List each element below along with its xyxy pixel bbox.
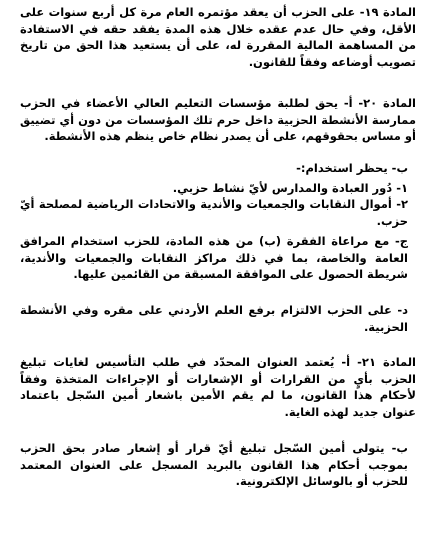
article-20-clause-b-item-1: ١- دُور العبادة والمدارس لأيّ نشاط حزبي. [172,181,408,195]
article-20-clause-d: د- على الحزب الالتزام برفع العلم الأردني على مقره وفي الأنشطة الحزبية. [20,303,408,334]
article-20-clause-a: المادة ٢٠- أ- يحق لطلبة مؤسسات التعليم العالي الأعضاء في الحزب ممارسة الأنشطة الحزبية داخل حرم تلك المؤسسات من دون أي تضييق أو مساس بحقوقهم، على أن يصدر نظام خاص ينظم هذه الأنشطة. [20,96,417,143]
article-20-clause-b-item-2: ٢- أموال النقابات والجمعيات والأندية والاتحادات الرياضية لمصلحة أيّ حزب. [20,197,408,228]
article-21-clause-a: المادة ٢١- أ- يُعتمد العنوان المحدّد في طلب التأسيس لغايات تبليغ الحزب بأيٍ من القرارات أو الإشعارات أو الإجراءات المتخذة وفقاً لأحكام هذا القانون، ما لم يقم الأمين باشعار أمين السّجل باعتماد عنوان جديد لهذه الغاية. [20,355,416,419]
article-21-clause-b: ب- يتولى أمين السّجل تبليغ أيّ قرار أو إشعار صادر بحق الحزب بموجب أحكام هذا القانون بالبريد المسجل على العنوان المعتمد للحزب أو بالوسائل الإلكترونية. [20,441,408,488]
article-19-paragraph: المادة ١٩- على الحزب أن يعقد مؤتمره العام مرة كل أربع سنوات على الأقل، وفي حال عدم عقده خلال هذه المدة يفقد حقه في الاستفادة من المساهمة المالية المقررة له، على أن يستعيد هذا الحق من تاريخ تصويب أوضاعه وفقاً للقانون. [20,5,416,69]
article-20-clause-c: ج- مع مراعاة الفقرة (ب) من هذه المادة، للحزب استخدام المرافق العامة والخاصة، بما في ذلك مراكز النقابات والجمعيات والأندية، شريطة الحصول على الموافقة المسبقة من القائمين عليها. [20,234,408,281]
article-20-clause-b-heading: ب- يحظر استخدام:- [296,161,408,175]
